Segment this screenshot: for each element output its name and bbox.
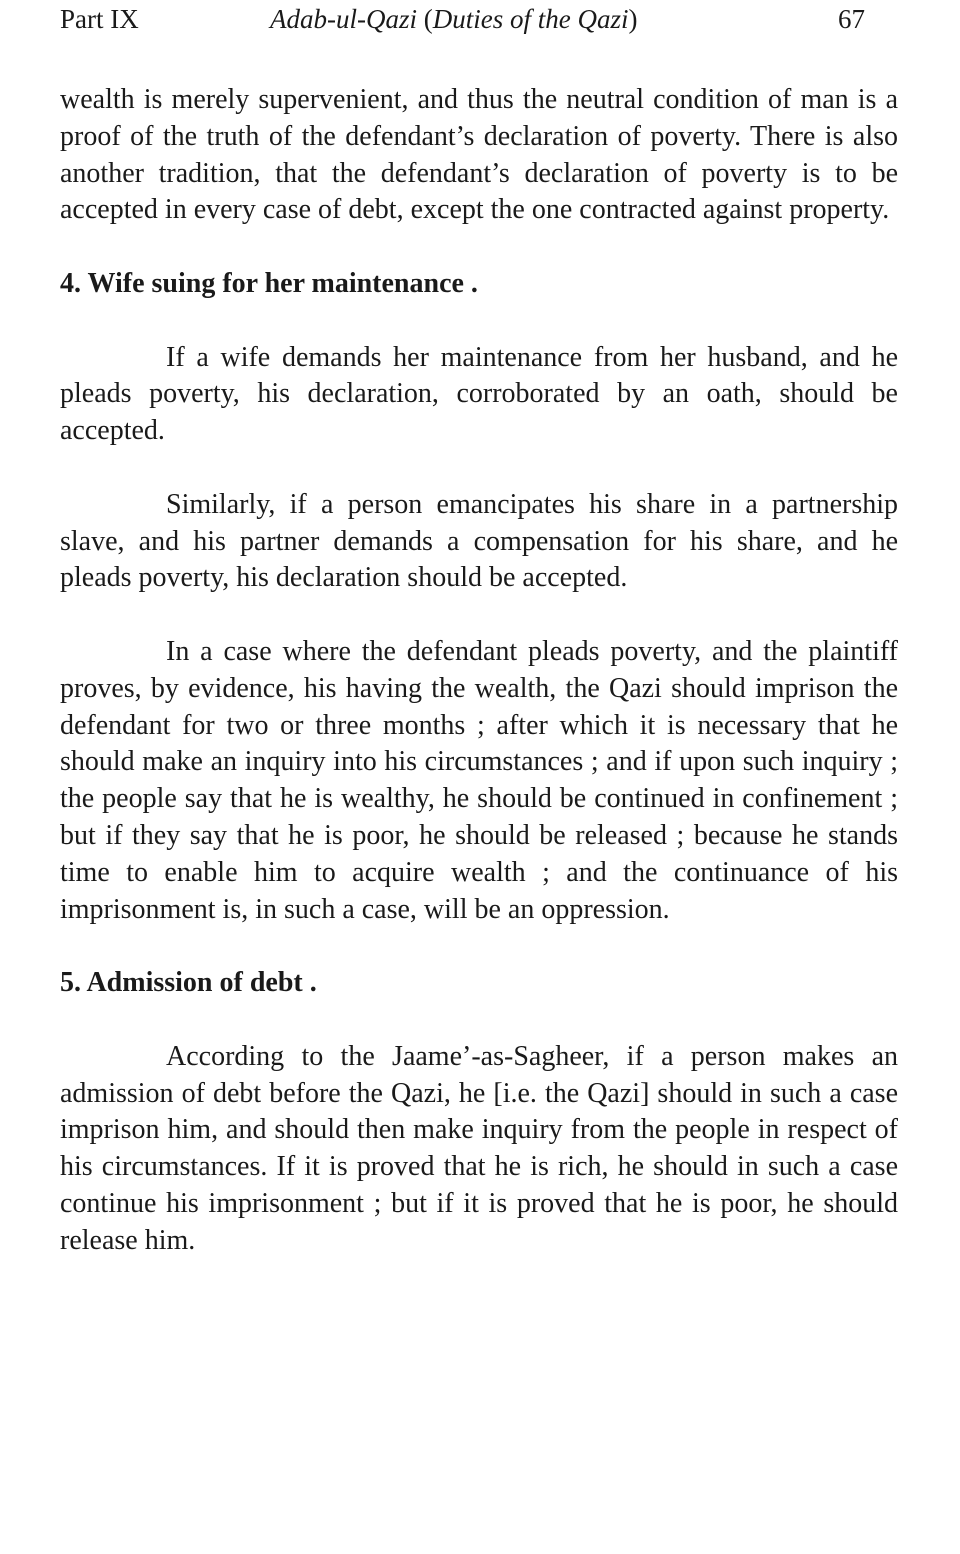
paragraph-3: Similarly, if a person emancipates his share in a partnership slave, and his partner demands a compensation for his share, and he pleads poverty, his declaration should be accepted. <box>60 488 898 594</box>
running-title-main: Adab-ul-Qazi <box>270 4 424 34</box>
page-number: 67 <box>838 4 865 34</box>
spacer <box>60 1002 898 1039</box>
running-header <box>60 4 898 44</box>
paragraph-1: wealth is merely supervenient, and thus the neutral condition of man is a proof of the truth of the defendant’s declaration of poverty. There is also another tradition, that the defendant’s declaration of poverty is to be accepted in every case of debt, except the one contracted against property. <box>60 84 898 226</box>
running-title-open-paren: ( <box>423 4 433 34</box>
paragraph-4: In a case where the defendant pleads poverty, and the plaintiff proves, by evidence, his having the wealth, the Qazi should imprison the defendant for two or three months ; after which it is necessary that he should make an inquiry into his circumstances ; and if upon such inquiry ; the people say that he is wealthy, he should be continued in confinement ; but if they say that he is poor, he should be released ; because he stands time to enable him to acquire wealth ; and the continuance of his imprisonment is, in such a case, will be an oppression. <box>60 635 898 925</box>
section-heading-4: 4. Wife suing for her maintenance . <box>60 267 478 299</box>
spacer <box>60 450 898 487</box>
paragraph-5: According to the Jaame’-as-Sagheer, if a person makes an admission of debt before the Qazi, he [i.e. the Qazi] should in such a case imprison him, and should then make inquiry from the people in respect of his circumstances. If it is proved that he is rich, he should in such a case continue his imprisonment ; but if it is proved that he is poor, he should release him. <box>60 1040 898 1256</box>
running-title-close-paren: ) <box>628 4 638 34</box>
spacer <box>60 229 898 266</box>
paragraph-2: If a wife demands her maintenance from her husband, and he pleads poverty, his declaration, corroborated by an oath, should be accepted. <box>60 341 898 447</box>
spacer <box>60 303 898 340</box>
page-body <box>60 82 898 1260</box>
running-title-sub: Duties of the Qazi <box>432 4 629 34</box>
running-title <box>270 4 637 35</box>
part-label: Part IX <box>60 4 139 34</box>
document-page <box>60 0 898 1260</box>
section-heading-5: 5. Admission of debt . <box>60 967 317 999</box>
spacer <box>60 928 898 965</box>
spacer <box>60 597 898 634</box>
